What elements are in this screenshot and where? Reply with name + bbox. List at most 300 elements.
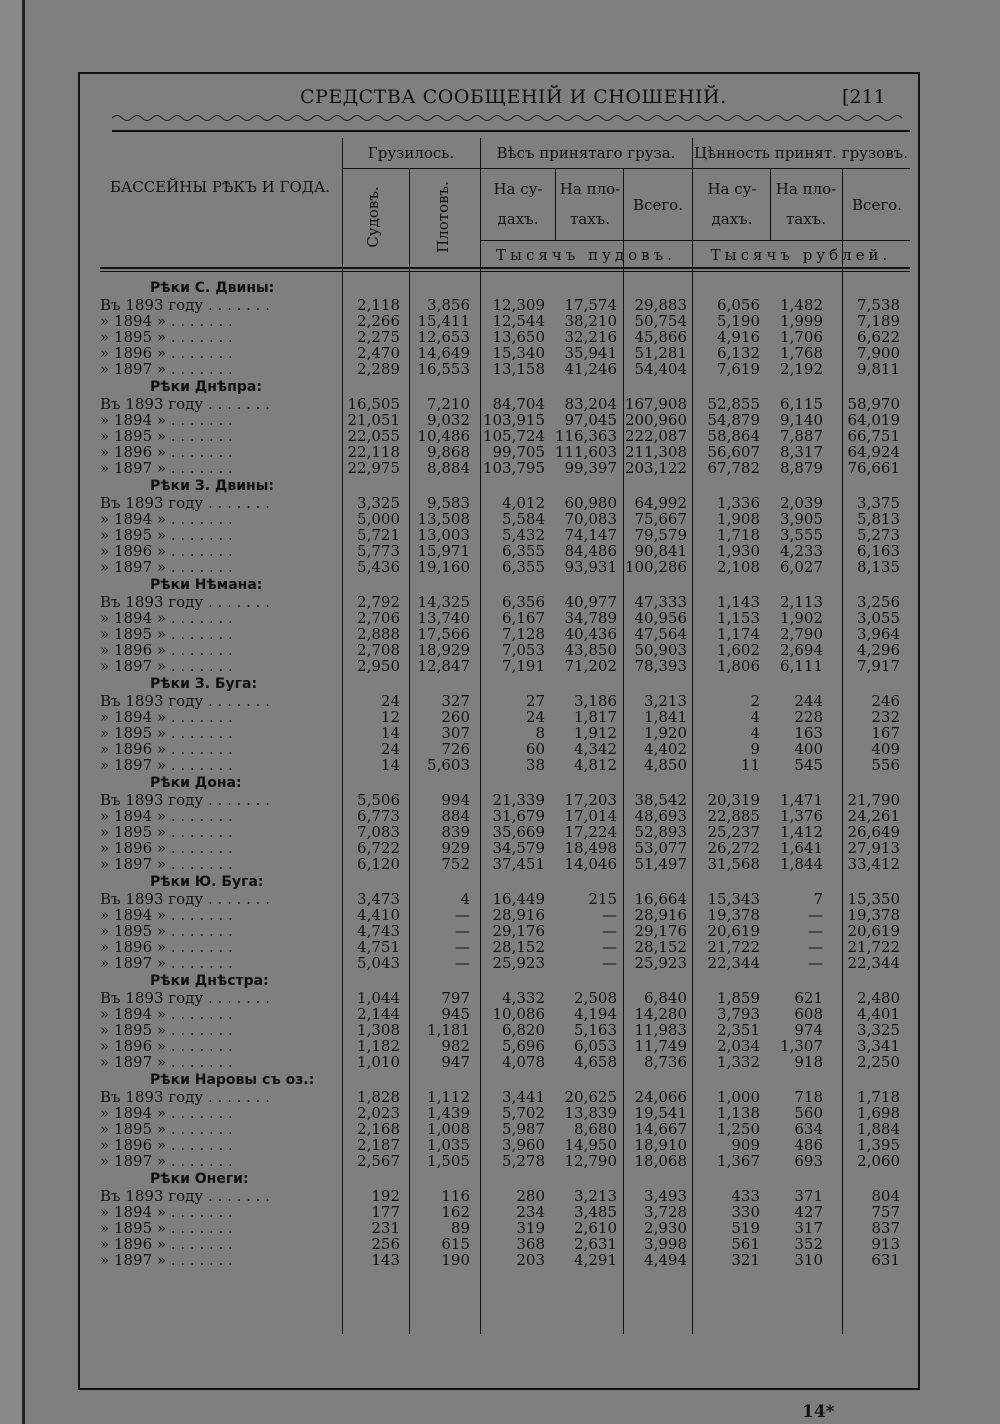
cell-value-rafts: 545: [794, 756, 823, 774]
cell-weight-rafts: 116,363: [554, 427, 617, 445]
book-spine: [0, 0, 25, 1424]
cell-weight-rafts: 4,658: [574, 1053, 617, 1071]
cell-ships: 2,567: [357, 1152, 400, 1170]
cell-weight-ships: 5,696: [502, 1037, 545, 1055]
table-row: [100, 527, 910, 543]
cell-weight-total: 79,579: [634, 526, 687, 544]
cell-value-ships: 1,174: [717, 625, 760, 643]
cell-weight-rafts: —: [602, 938, 617, 956]
row-label: » 1897 » . . . . . . .: [100, 856, 233, 872]
cell-weight-rafts: 2,610: [574, 1219, 617, 1237]
table-row: [100, 412, 910, 428]
table-row: [100, 444, 910, 460]
cell-value-rafts: 1,844: [780, 855, 823, 873]
cell-value-total: 76,661: [847, 459, 900, 477]
table-row: [100, 658, 910, 674]
cell-weight-ships: 5,987: [502, 1120, 545, 1138]
cell-value-ships: 5,190: [717, 312, 760, 330]
header-subrule: [342, 168, 910, 169]
cell-value-rafts: 7: [813, 890, 823, 908]
cell-value-total: 757: [871, 1203, 900, 1221]
unit-value-header: Тысячъ рублей.: [710, 246, 892, 264]
cell-weight-ships: 12,309: [492, 296, 545, 314]
cell-ships: 2,168: [357, 1120, 400, 1138]
table-row: [100, 907, 910, 923]
row-label: Въ 1893 году . . . . . . .: [100, 990, 270, 1006]
table-row: [100, 891, 910, 907]
table-row: [100, 361, 910, 377]
row-label: » 1897 » . . . . . . .: [100, 460, 233, 476]
col-divider: [770, 168, 771, 240]
cell-value-total: 2,250: [857, 1053, 900, 1071]
row-label: » 1896 » . . . . . . .: [100, 1038, 233, 1054]
row-label: Въ 1893 году . . . . . . .: [100, 792, 270, 808]
cell-ships: 3,473: [357, 890, 400, 908]
cell-value-total: 15,350: [847, 890, 900, 908]
cell-value-total: 7,189: [857, 312, 900, 330]
cell-value-ships: 7,619: [717, 360, 760, 378]
cell-weight-ships: 4,078: [502, 1053, 545, 1071]
cell-weight-rafts: 41,246: [564, 360, 617, 378]
cell-value-total: 27,913: [847, 839, 900, 857]
cell-ships: 2,118: [357, 296, 400, 314]
weight-rafts-header: На пло-тахъ.: [559, 180, 621, 228]
cell-ships: 2,706: [357, 609, 400, 627]
cell-weight-ships: 7,191: [502, 657, 545, 675]
value-rafts-header: На пло-тахъ.: [775, 180, 837, 228]
cell-value-ships: 20,619: [707, 922, 760, 940]
cell-weight-ships: 319: [516, 1219, 545, 1237]
cell-ships: 2,708: [357, 641, 400, 659]
table-row: [100, 345, 910, 361]
cell-value-ships: 6,132: [717, 344, 760, 362]
cell-ships: 2,187: [357, 1136, 400, 1154]
cell-ships: 2,289: [357, 360, 400, 378]
cell-value-rafts: —: [808, 922, 823, 940]
cell-rafts: 1,112: [427, 1088, 470, 1106]
cell-weight-rafts: 1,912: [574, 724, 617, 742]
cell-ships: 2,888: [357, 625, 400, 643]
cell-weight-ships: 4,332: [502, 989, 545, 1007]
row-label: » 1897 » . . . . . . .: [100, 1054, 233, 1070]
table-row: [100, 1188, 910, 1204]
cell-weight-rafts: 17,014: [564, 807, 617, 825]
cell-weight-total: 14,667: [634, 1120, 687, 1138]
cell-ships: 256: [371, 1235, 400, 1253]
table-row: [100, 741, 910, 757]
cell-weight-ships: 28,916: [492, 906, 545, 924]
cell-weight-total: 50,903: [634, 641, 687, 659]
cell-weight-rafts: 60,980: [564, 494, 617, 512]
cell-value-total: 64,924: [847, 443, 900, 461]
section-title: Рѣки Днѣстра:: [150, 973, 269, 989]
row-label: » 1897 » . . . . . . .: [100, 1252, 233, 1268]
table-row: [100, 840, 910, 856]
cell-value-rafts: 693: [794, 1152, 823, 1170]
cell-rafts: 929: [441, 839, 470, 857]
cell-rafts: 14,325: [417, 593, 470, 611]
cell-ships: 1,182: [357, 1037, 400, 1055]
cell-value-ships: 2: [750, 692, 760, 710]
cell-weight-total: 6,840: [644, 989, 687, 1007]
cell-weight-ships: 60: [525, 740, 545, 758]
cell-weight-total: 203,122: [624, 459, 687, 477]
cell-rafts: 1,035: [427, 1136, 470, 1154]
cell-value-total: 3,964: [857, 625, 900, 643]
cell-value-total: 64,019: [847, 411, 900, 429]
cell-weight-ships: 5,432: [502, 526, 545, 544]
section-title: Рѣки Наровы съ оз.:: [150, 1072, 315, 1088]
table-row: [100, 313, 910, 329]
cell-weight-total: 53,077: [634, 839, 687, 857]
cell-value-total: 5,273: [857, 526, 900, 544]
row-label: » 1897 » . . . . . . .: [100, 955, 233, 971]
cell-value-ships: 2,351: [717, 1021, 760, 1039]
cell-weight-rafts: 17,574: [564, 296, 617, 314]
cell-weight-total: 222,087: [624, 427, 687, 445]
cell-weight-ships: 27: [525, 692, 545, 710]
cell-weight-rafts: 93,931: [564, 558, 617, 576]
cell-weight-ships: 3,960: [502, 1136, 545, 1154]
cell-weight-rafts: 12,790: [564, 1152, 617, 1170]
cell-weight-ships: 234: [516, 1203, 545, 1221]
table-row: [100, 1105, 910, 1121]
section-title: Рѣки Ю. Буга:: [150, 874, 264, 890]
cell-rafts: 7,210: [427, 395, 470, 413]
cell-weight-ships: 38: [525, 756, 545, 774]
section-title: Рѣки С. Двины:: [150, 280, 275, 296]
cell-weight-ships: 16,449: [492, 890, 545, 908]
cell-weight-ships: 13,650: [492, 328, 545, 346]
table-row: [100, 1220, 910, 1236]
cell-value-rafts: 310: [794, 1251, 823, 1269]
table-row: [100, 396, 910, 412]
cell-weight-ships: 7,128: [502, 625, 545, 643]
cell-value-rafts: 9,140: [780, 411, 823, 429]
cell-weight-rafts: 13,839: [564, 1104, 617, 1122]
cell-weight-rafts: 38,210: [564, 312, 617, 330]
cell-weight-rafts: 40,436: [564, 625, 617, 643]
section-title: Рѣки З. Двины:: [150, 478, 274, 494]
cell-value-ships: 1,138: [717, 1104, 760, 1122]
row-label: » 1894 » . . . . . . .: [100, 1105, 233, 1121]
cell-weight-total: 3,728: [644, 1203, 687, 1221]
cell-value-ships: 6,056: [717, 296, 760, 314]
cell-value-ships: 11: [740, 756, 760, 774]
cell-weight-ships: 28,152: [492, 938, 545, 956]
row-label: » 1896 » . . . . . . .: [100, 345, 233, 361]
cell-weight-total: 2,930: [644, 1219, 687, 1237]
cell-weight-total: 48,693: [634, 807, 687, 825]
row-label: » 1896 » . . . . . . .: [100, 543, 233, 559]
row-label: » 1897 » . . . . . . .: [100, 361, 233, 377]
cell-rafts: 12,847: [417, 657, 470, 675]
cell-weight-ships: 84,704: [492, 395, 545, 413]
row-label: » 1894 » . . . . . . .: [100, 907, 233, 923]
row-label: » 1895 » . . . . . . .: [100, 725, 233, 741]
cell-value-rafts: 1,641: [780, 839, 823, 857]
cell-rafts: 89: [450, 1219, 470, 1237]
cell-weight-ships: 203: [516, 1251, 545, 1269]
cell-value-ships: 330: [731, 1203, 760, 1221]
cell-value-rafts: 1,768: [780, 344, 823, 362]
cell-rafts: 726: [441, 740, 470, 758]
cell-value-ships: 4: [750, 708, 760, 726]
cell-weight-rafts: 2,508: [574, 989, 617, 1007]
cell-value-ships: 1,718: [717, 526, 760, 544]
cell-ships: 4,743: [357, 922, 400, 940]
cell-weight-ships: 4,012: [502, 494, 545, 512]
cell-value-rafts: 352: [794, 1235, 823, 1253]
cell-value-rafts: 1,471: [780, 791, 823, 809]
cell-weight-total: 14,280: [634, 1005, 687, 1023]
cell-value-rafts: 621: [794, 989, 823, 1007]
table-row: [100, 642, 910, 658]
cell-weight-total: 4,494: [644, 1251, 687, 1269]
cell-value-ships: 67,782: [707, 459, 760, 477]
row-label: » 1897 » . . . . . . .: [100, 1153, 233, 1169]
cell-value-total: 58,970: [847, 395, 900, 413]
cell-weight-ships: 35,669: [492, 823, 545, 841]
cell-value-rafts: —: [808, 906, 823, 924]
cell-value-total: 20,619: [847, 922, 900, 940]
table-row: [100, 460, 910, 476]
cell-weight-ships: 5,702: [502, 1104, 545, 1122]
table-row: [100, 1137, 910, 1153]
cell-value-ships: 20,319: [707, 791, 760, 809]
cell-value-total: 33,412: [847, 855, 900, 873]
cell-weight-rafts: 4,812: [574, 756, 617, 774]
cell-rafts: 884: [441, 807, 470, 825]
row-label: Въ 1893 году . . . . . . .: [100, 396, 270, 412]
cell-value-total: 6,163: [857, 542, 900, 560]
header-bottom-rule-2: [100, 271, 910, 272]
cell-value-rafts: 228: [794, 708, 823, 726]
cell-value-rafts: 2,192: [780, 360, 823, 378]
cell-value-total: 804: [871, 1187, 900, 1205]
col-rafts-header: Плотовъ.: [434, 181, 452, 253]
cell-weight-total: 1,920: [644, 724, 687, 742]
table-row: [100, 495, 910, 511]
cell-weight-rafts: 34,789: [564, 609, 617, 627]
weight-ships-header: На су-дахъ.: [493, 180, 543, 228]
cell-rafts: 1,505: [427, 1152, 470, 1170]
cell-value-total: 3,256: [857, 593, 900, 611]
cell-weight-total: 90,841: [634, 542, 687, 560]
cell-rafts: —: [455, 906, 470, 924]
cell-ships: 22,055: [347, 427, 400, 445]
cell-weight-total: 38,542: [634, 791, 687, 809]
row-label: » 1895 » . . . . . . .: [100, 626, 233, 642]
cell-weight-total: 211,308: [624, 443, 687, 461]
table-row: [100, 1022, 910, 1038]
cell-value-total: 1,395: [857, 1136, 900, 1154]
cell-weight-rafts: 2,631: [574, 1235, 617, 1253]
page-number: [211: [842, 86, 886, 108]
cell-weight-total: 28,152: [634, 938, 687, 956]
cell-value-rafts: 8,879: [780, 459, 823, 477]
cell-weight-ships: 6,355: [502, 558, 545, 576]
cell-weight-total: 51,281: [634, 344, 687, 362]
cell-weight-rafts: 215: [588, 890, 617, 908]
cell-value-ships: 54,879: [707, 411, 760, 429]
table-row: [100, 1252, 910, 1268]
cell-value-total: 24,261: [847, 807, 900, 825]
cell-value-rafts: 163: [794, 724, 823, 742]
col-divider: [555, 168, 556, 240]
cell-ships: 4,410: [357, 906, 400, 924]
cell-weight-total: 52,893: [634, 823, 687, 841]
cell-value-total: 6,622: [857, 328, 900, 346]
row-label: » 1896 » . . . . . . .: [100, 642, 233, 658]
cell-weight-rafts: 83,204: [564, 395, 617, 413]
weight-total-header: Всего.: [633, 196, 683, 214]
cell-rafts: 3,856: [427, 296, 470, 314]
cell-ships: 1,828: [357, 1088, 400, 1106]
cell-value-total: 1,718: [857, 1088, 900, 1106]
cell-value-ships: 31,568: [707, 855, 760, 873]
table-row: [100, 955, 910, 971]
cell-weight-ships: 103,915: [482, 411, 545, 429]
cell-ships: 22,975: [347, 459, 400, 477]
cell-ships: 7,083: [357, 823, 400, 841]
cell-weight-ships: 25,923: [492, 954, 545, 972]
cell-ships: 6,120: [357, 855, 400, 873]
cell-weight-ships: 37,451: [492, 855, 545, 873]
cell-rafts: 839: [441, 823, 470, 841]
cell-value-total: 246: [871, 692, 900, 710]
cell-value-total: 7,900: [857, 344, 900, 362]
table-row: [100, 709, 910, 725]
value-total-header: Всего.: [852, 196, 902, 214]
cell-weight-rafts: 6,053: [574, 1037, 617, 1055]
cell-rafts: 16,553: [417, 360, 470, 378]
cell-value-total: 167: [871, 724, 900, 742]
row-label: » 1896 » . . . . . . .: [100, 1137, 233, 1153]
cell-value-ships: 4: [750, 724, 760, 742]
cell-weight-total: 100,286: [624, 558, 687, 576]
table-row: [100, 626, 910, 642]
cell-weight-ships: 10,086: [492, 1005, 545, 1023]
cell-rafts: 15,411: [417, 312, 470, 330]
row-label: » 1896 » . . . . . . .: [100, 840, 233, 856]
cell-weight-rafts: —: [602, 954, 617, 972]
cell-weight-rafts: 20,625: [564, 1088, 617, 1106]
table-row: [100, 792, 910, 808]
cell-weight-total: 19,541: [634, 1104, 687, 1122]
cell-weight-ships: 13,158: [492, 360, 545, 378]
cell-value-rafts: 608: [794, 1005, 823, 1023]
cell-weight-total: 18,068: [634, 1152, 687, 1170]
cell-rafts: 13,508: [417, 510, 470, 528]
cell-weight-rafts: 74,147: [564, 526, 617, 544]
table-row: [100, 693, 910, 709]
value-ships-header: На су-дахъ.: [707, 180, 757, 228]
row-label: » 1897 » . . . . . . .: [100, 559, 233, 575]
cell-value-ships: 1,250: [717, 1120, 760, 1138]
cell-value-total: 2,060: [857, 1152, 900, 1170]
cell-weight-rafts: 14,046: [564, 855, 617, 873]
cell-value-rafts: 6,115: [780, 395, 823, 413]
cell-ships: 2,792: [357, 593, 400, 611]
cell-value-rafts: 486: [794, 1136, 823, 1154]
row-label: » 1895 » . . . . . . .: [100, 923, 233, 939]
cell-value-rafts: 244: [794, 692, 823, 710]
section-title: Рѣки Дона:: [150, 775, 242, 791]
cell-value-ships: 22,344: [707, 954, 760, 972]
cell-rafts: 994: [441, 791, 470, 809]
cell-rafts: 752: [441, 855, 470, 873]
cell-value-ships: 321: [731, 1251, 760, 1269]
cell-weight-ships: 6,356: [502, 593, 545, 611]
cell-value-ships: 25,237: [707, 823, 760, 841]
table-row: [100, 329, 910, 345]
table-row: [100, 808, 910, 824]
cell-rafts: 4: [460, 890, 470, 908]
cell-value-total: 409: [871, 740, 900, 758]
cell-weight-total: 25,923: [634, 954, 687, 972]
cell-weight-rafts: 17,224: [564, 823, 617, 841]
cell-value-ships: 22,885: [707, 807, 760, 825]
cell-value-total: 8,135: [857, 558, 900, 576]
row-label: » 1897 » . . . . . . .: [100, 757, 233, 773]
cell-rafts: 14,649: [417, 344, 470, 362]
cell-weight-rafts: 71,202: [564, 657, 617, 675]
row-label: » 1895 » . . . . . . .: [100, 428, 233, 444]
cell-weight-total: 78,393: [634, 657, 687, 675]
table-row: [100, 939, 910, 955]
cell-ships: 1,044: [357, 989, 400, 1007]
cell-weight-total: 16,664: [634, 890, 687, 908]
cell-value-rafts: 400: [794, 740, 823, 758]
cell-value-rafts: 8,317: [780, 443, 823, 461]
row-label: Въ 1893 году . . . . . . .: [100, 693, 270, 709]
cell-value-rafts: 560: [794, 1104, 823, 1122]
cell-rafts: 945: [441, 1005, 470, 1023]
cell-rafts: 12,653: [417, 328, 470, 346]
cell-weight-rafts: 3,213: [574, 1187, 617, 1205]
row-label: Въ 1893 году . . . . . . .: [100, 891, 270, 907]
cell-ships: 2,275: [357, 328, 400, 346]
cell-weight-total: 3,998: [644, 1235, 687, 1253]
cell-weight-total: 11,983: [634, 1021, 687, 1039]
cell-ships: 5,436: [357, 558, 400, 576]
cell-value-rafts: 427: [794, 1203, 823, 1221]
row-label: » 1894 » . . . . . . .: [100, 1006, 233, 1022]
cell-weight-ships: 3,441: [502, 1088, 545, 1106]
cell-value-rafts: 6,111: [780, 657, 823, 675]
cell-value-ships: 1,806: [717, 657, 760, 675]
cell-rafts: 10,486: [417, 427, 470, 445]
cell-value-total: 556: [871, 756, 900, 774]
cell-weight-total: 51,497: [634, 855, 687, 873]
cell-weight-total: 47,564: [634, 625, 687, 643]
cell-value-ships: 52,855: [707, 395, 760, 413]
cell-weight-rafts: 4,194: [574, 1005, 617, 1023]
cell-ships: 21,051: [347, 411, 400, 429]
group-loaded-header: Грузилось.: [367, 144, 455, 162]
cell-weight-total: 50,754: [634, 312, 687, 330]
cell-rafts: 1,008: [427, 1120, 470, 1138]
row-label: Въ 1893 году . . . . . . .: [100, 594, 270, 610]
cell-value-total: 66,751: [847, 427, 900, 445]
cell-weight-total: 29,883: [634, 296, 687, 314]
cell-ships: 14: [380, 756, 400, 774]
row-label: » 1895 » . . . . . . .: [100, 1220, 233, 1236]
cell-rafts: 162: [441, 1203, 470, 1221]
cell-value-rafts: 371: [794, 1187, 823, 1205]
cell-ships: 22,118: [347, 443, 400, 461]
